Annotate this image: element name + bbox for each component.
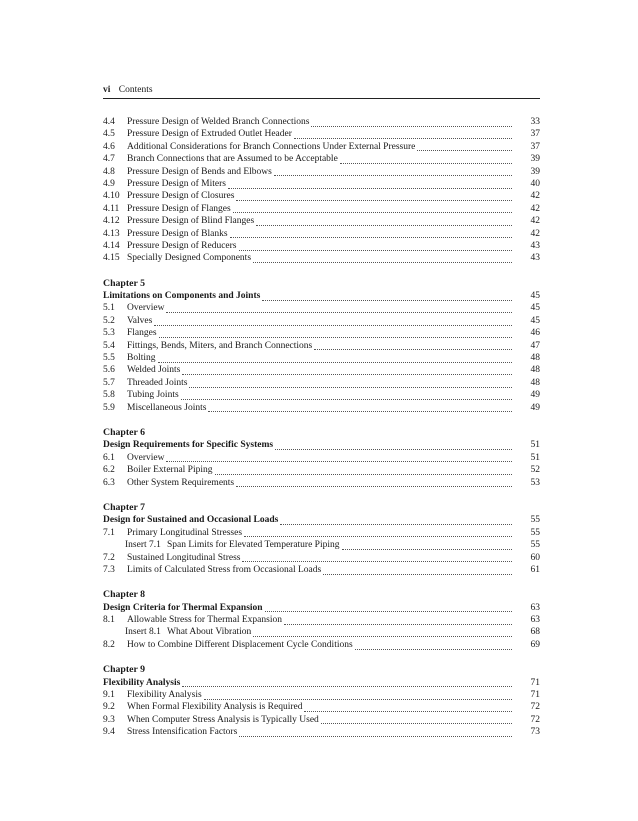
section-entry[interactable] — [103, 701, 540, 713]
section-entry[interactable] — [103, 302, 540, 314]
page-ref: 37 — [530, 129, 540, 140]
section-title: Welded Joints — [127, 365, 181, 376]
section-entry[interactable] — [103, 564, 540, 576]
dot-leader — [230, 229, 512, 238]
section-number: 9.4 — [103, 727, 115, 738]
page-ref: 40 — [530, 178, 540, 189]
section-title: Pressure Design of Closures — [127, 191, 235, 202]
dot-leader — [284, 616, 512, 625]
section-number: 4.15 — [103, 253, 120, 264]
chapter-label: Chapter 9 — [103, 664, 146, 676]
section-number: 7.1 — [103, 527, 115, 538]
chapter-label: Chapter 8 — [103, 589, 146, 601]
page-ref: 42 — [530, 228, 540, 239]
insert-number: Insert 7.1 — [125, 540, 161, 551]
section-number: 4.11 — [103, 203, 120, 214]
section-number: 5.9 — [103, 402, 115, 413]
page-ref: 37 — [530, 141, 540, 152]
section-entry[interactable] — [103, 377, 540, 389]
section-title: Overview — [127, 303, 165, 314]
section-entry[interactable] — [103, 726, 540, 738]
section-number: 7.3 — [103, 564, 115, 575]
dot-leader — [233, 204, 512, 213]
dot-leader — [228, 180, 512, 189]
dot-leader — [244, 528, 512, 537]
chapter-heading-entry[interactable] — [103, 290, 540, 302]
section-number: 4.12 — [103, 216, 120, 227]
section-title: Sustained Longitudinal Stress — [127, 552, 241, 563]
section-number: 5.2 — [103, 315, 115, 326]
dot-leader — [253, 254, 512, 263]
page-ref: 45 — [530, 303, 540, 314]
section-title: Other System Requirements — [127, 477, 235, 488]
chapter-heading-title: Limitations on Components and Joints — [103, 291, 261, 302]
page-ref: 51 — [530, 452, 540, 463]
dot-leader — [236, 192, 512, 201]
dot-leader — [323, 566, 512, 575]
section-number: 9.3 — [103, 714, 115, 725]
section-title: Overview — [127, 452, 165, 463]
section-title: Miscellaneous Joints — [127, 402, 207, 413]
chapter-heading-title: Design for Sustained and Occasional Loads — [103, 515, 279, 526]
section-number: 4.8 — [103, 166, 115, 177]
dot-leader — [253, 628, 512, 637]
dot-leader — [154, 317, 512, 326]
page-ref: 45 — [530, 291, 540, 302]
page-ref: 53 — [530, 477, 540, 488]
chapter-heading-entry[interactable] — [103, 677, 540, 689]
section-entry[interactable] — [103, 315, 540, 327]
page-ref: 72 — [530, 714, 540, 725]
section-title: Pressure Design of Reducers — [127, 240, 237, 251]
section-title: Limits of Calculated Stress from Occasional Loads — [127, 564, 322, 575]
section-entry[interactable] — [103, 203, 540, 215]
contents-page — [103, 85, 540, 739]
section-title: Stress Intensification Factors — [127, 727, 238, 738]
section-entry[interactable] — [103, 614, 540, 626]
chapter-heading-entry[interactable] — [103, 602, 540, 614]
page-ref: 73 — [530, 727, 540, 738]
page-ref: 61 — [530, 564, 540, 575]
page-ref: 48 — [530, 377, 540, 388]
section-entry[interactable] — [103, 153, 540, 165]
section-number: 6.2 — [103, 465, 115, 476]
section-entry[interactable] — [103, 166, 540, 178]
section-title: Pressure Design of Miters — [127, 178, 226, 189]
page-ref: 51 — [530, 440, 540, 451]
section-title: Bolting — [127, 353, 156, 364]
dot-leader — [311, 118, 512, 127]
page-ref: 49 — [530, 402, 540, 413]
section-entry[interactable] — [103, 452, 540, 464]
dot-leader — [280, 516, 512, 525]
section-title: When Formal Flexibility Analysis is Required — [127, 702, 303, 713]
section-title: Pressure Design of Flanges — [127, 203, 231, 214]
dot-leader — [262, 292, 512, 301]
dot-leader — [355, 641, 512, 650]
section-title: Valves — [127, 315, 153, 326]
page-ref: 72 — [530, 702, 540, 713]
dot-leader — [159, 329, 512, 338]
section-entry[interactable] — [103, 464, 540, 476]
page-ref: 48 — [530, 365, 540, 376]
section-title: When Computer Stress Analysis is Typically Used — [127, 714, 319, 725]
section-entry[interactable] — [103, 327, 540, 339]
dot-leader — [274, 167, 512, 176]
page-ref: 60 — [530, 552, 540, 563]
section-title: Additional Considerations for Branch Connections Under External Pressure — [127, 141, 416, 152]
dot-leader — [166, 304, 512, 313]
page-ref: 71 — [530, 690, 540, 701]
section-number: 4.4 — [103, 117, 115, 127]
section-number: 5.3 — [103, 328, 115, 339]
chapter-heading-entry[interactable] — [103, 439, 540, 451]
chapter-heading-title: Design Criteria for Thermal Expansion — [103, 602, 263, 613]
running-header — [103, 85, 540, 99]
page-ref: 45 — [530, 315, 540, 326]
page-ref: 46 — [530, 328, 540, 339]
page-ref: 71 — [530, 677, 540, 688]
dot-leader — [239, 242, 513, 251]
page-ref: 48 — [530, 353, 540, 364]
page-number: vi — [103, 85, 111, 95]
insert-number: Insert 8.1 — [125, 627, 161, 638]
section-entry[interactable] — [103, 228, 540, 240]
section-title: Branch Connections that are Assumed to be Acceptable — [127, 154, 338, 165]
page-ref: 68 — [530, 627, 540, 638]
section-title: Specially Designed Components — [127, 253, 252, 264]
section-entry[interactable] — [103, 215, 540, 227]
dot-leader — [181, 391, 512, 400]
section-title: How to Combine Different Displacement Cycle Conditions — [127, 639, 353, 650]
dot-leader — [321, 715, 512, 724]
section-entry[interactable] — [103, 352, 540, 364]
section-title: Pressure Design of Extruded Outlet Header — [127, 129, 292, 140]
page-ref: 49 — [530, 390, 540, 401]
dot-leader — [182, 678, 512, 687]
section-number: 4.9 — [103, 178, 115, 189]
page-ref: 42 — [530, 203, 540, 214]
dot-leader — [265, 603, 512, 612]
dot-leader — [189, 379, 512, 388]
section-entry[interactable] — [103, 689, 540, 701]
dot-leader — [340, 155, 512, 164]
section-number: 4.6 — [103, 141, 115, 152]
chapter-heading-title: Design Requirements for Specific Systems — [103, 440, 274, 451]
section-number: 4.7 — [103, 154, 115, 165]
section-number: 6.1 — [103, 452, 115, 463]
section-number: 5.7 — [103, 377, 115, 388]
section-number: 4.5 — [103, 129, 115, 140]
page-ref: 55 — [530, 540, 540, 551]
section-title: Pressure Design of Blind Flanges — [127, 216, 255, 227]
section-number: 5.5 — [103, 353, 115, 364]
chapter-label: Chapter 5 — [103, 277, 146, 289]
section-entry[interactable] — [103, 128, 540, 140]
section-number: 6.3 — [103, 477, 115, 488]
section-number: 4.14 — [103, 240, 120, 251]
dot-leader — [275, 441, 512, 450]
chapter-label: Chapter 6 — [103, 426, 146, 438]
section-title: Fittings, Bends, Miters, and Branch Connections — [127, 340, 313, 351]
section-number: 4.10 — [103, 191, 120, 202]
dot-leader — [182, 366, 512, 375]
dot-leader — [208, 403, 512, 412]
section-entry[interactable] — [103, 252, 540, 264]
section-number: 4.13 — [103, 228, 120, 239]
section-title: Pressure Design of Welded Branch Connections — [127, 117, 310, 127]
dot-leader — [314, 341, 512, 350]
dot-leader — [417, 142, 512, 151]
section-entry[interactable] — [103, 116, 540, 128]
section-title: Pressure Design of Bends and Elbows — [127, 166, 272, 177]
section-number: 5.8 — [103, 390, 115, 401]
section-number: 8.1 — [103, 615, 115, 626]
dot-leader — [239, 728, 512, 737]
page-ref: 63 — [530, 602, 540, 613]
page-ref: 42 — [530, 216, 540, 227]
section-entry[interactable] — [103, 389, 540, 401]
section-number: 8.2 — [103, 639, 115, 650]
chapter-heading-title: Flexibility Analysis — [103, 677, 181, 688]
section-title: Span Limits for Elevated Temperature Piping — [167, 540, 340, 551]
section-title: Tubing Joints — [127, 390, 179, 401]
dot-leader — [236, 478, 512, 487]
dot-leader — [294, 130, 512, 139]
section-entry[interactable] — [103, 714, 540, 726]
running-header-title: Contents — [118, 85, 153, 95]
section-entry[interactable] — [103, 477, 540, 489]
section-title: Pressure Design of Blanks — [127, 228, 228, 239]
section-entry[interactable] — [103, 639, 540, 651]
page-ref: 52 — [530, 465, 540, 476]
page-ref: 55 — [530, 527, 540, 538]
section-entry[interactable] — [103, 340, 540, 352]
table-of-contents — [103, 116, 540, 739]
dot-leader — [158, 354, 512, 363]
section-number: 7.2 — [103, 552, 115, 563]
page-ref: 39 — [530, 154, 540, 165]
section-number: 5.6 — [103, 365, 115, 376]
section-entry[interactable] — [103, 178, 540, 190]
section-entry[interactable] — [103, 402, 540, 414]
dot-leader — [256, 217, 512, 226]
dot-leader — [204, 691, 512, 700]
dot-leader — [242, 553, 512, 562]
section-title: Flanges — [127, 328, 157, 339]
section-title: Boiler External Piping — [127, 465, 213, 476]
insert-entry[interactable] — [103, 626, 540, 638]
section-title: Primary Longitudinal Stresses — [127, 527, 243, 538]
page-ref: 63 — [530, 615, 540, 626]
section-title: Allowable Stress for Thermal Expansion — [127, 615, 282, 626]
section-entry[interactable] — [103, 364, 540, 376]
section-entry[interactable] — [103, 190, 540, 202]
page-ref: 69 — [530, 639, 540, 650]
section-number: 5.4 — [103, 340, 115, 351]
insert-entry[interactable] — [103, 539, 540, 551]
page-ref: 33 — [530, 117, 540, 127]
page-ref: 42 — [530, 191, 540, 202]
chapter-label: Chapter 7 — [103, 501, 146, 513]
section-number: 9.1 — [103, 690, 115, 701]
dot-leader — [166, 453, 512, 462]
section-number: 5.1 — [103, 303, 115, 314]
section-title: Threaded Joints — [127, 377, 188, 388]
page-ref: 43 — [530, 253, 540, 264]
page-ref: 47 — [530, 340, 540, 351]
section-title: Flexibility Analysis — [127, 690, 202, 701]
page-ref: 55 — [530, 515, 540, 526]
dot-leader — [304, 703, 512, 712]
dot-leader — [342, 541, 513, 550]
section-entry[interactable] — [103, 141, 540, 153]
section-entry[interactable] — [103, 527, 540, 539]
section-entry[interactable] — [103, 552, 540, 564]
dot-leader — [215, 466, 513, 475]
section-number: 9.2 — [103, 702, 115, 713]
section-title: What About Vibration — [167, 627, 252, 638]
chapter-heading-entry[interactable] — [103, 514, 540, 526]
page-ref: 43 — [530, 240, 540, 251]
section-entry[interactable] — [103, 240, 540, 252]
page-ref: 39 — [530, 166, 540, 177]
